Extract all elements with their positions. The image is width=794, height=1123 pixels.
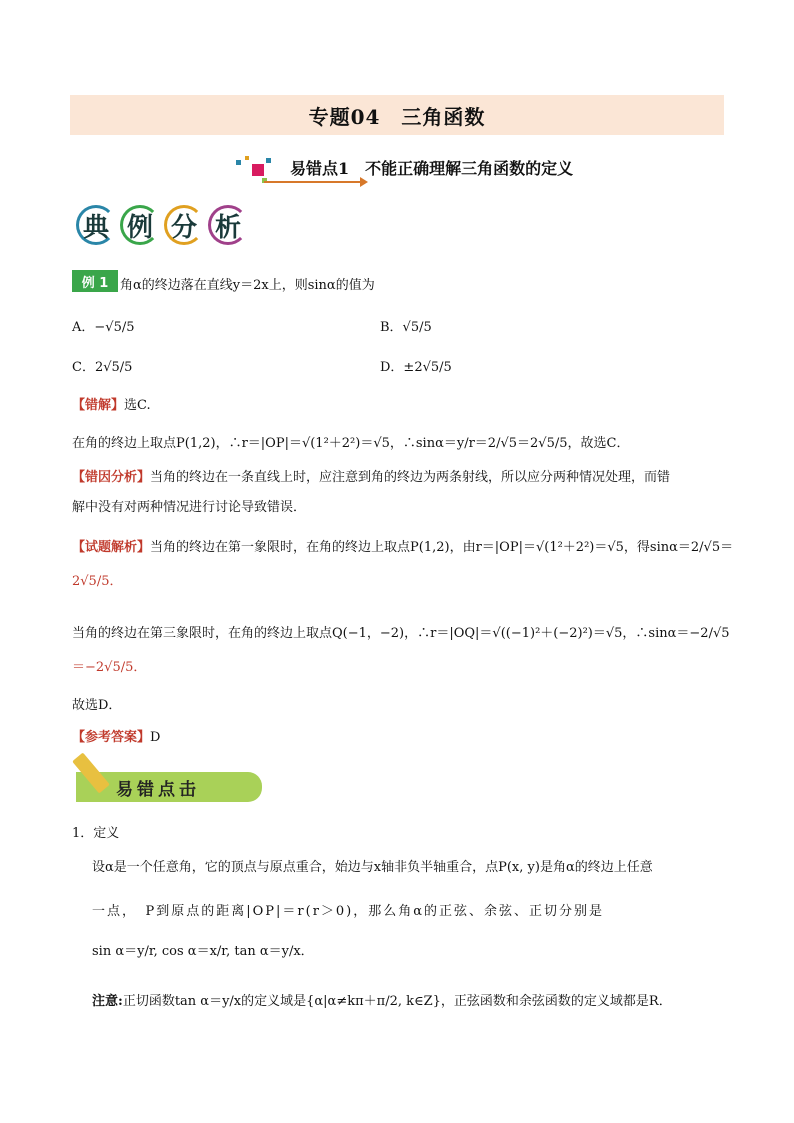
wrong-label: 【错解】 [72,398,125,413]
wrong-choice: 选C. [124,398,151,413]
answer-label: 【参考答案】 [72,730,151,745]
title-bar [70,95,724,135]
analysis-text-cont: 2√5/5． [72,574,123,589]
subheading-underline [264,181,364,183]
option-a: A．−√5/5 [72,320,135,335]
section-char: 典 [76,205,116,245]
decor-square [266,158,271,163]
question-text: 角α的终边落在直线y＝2x上，则sinα的值为 [120,278,375,293]
analysis-text-q3: 当角的终边在第三象限时，在角的终边上取点Q(−1，−2)，∴r＝|OQ|＝√((−1)²＋(−2)²)＝√5，∴sinα＝−2/√5 [72,626,730,641]
subheading: 易错点1 不能正确理解三角函数的定义 [290,159,574,178]
note-label: 注意: [92,994,123,1009]
option-c: C．2√5/5 [72,360,133,375]
definition-heading: 1．定义 [72,826,120,841]
decor-square [252,164,264,176]
option-d: D．±2√5/5 [380,360,452,375]
error-text-cont: 解中没有对两种情况进行讨论导致错误． [72,500,307,515]
analysis-text-q3-cont: ＝−2√5/5． [72,660,147,675]
section-char: 析 [208,205,248,245]
analysis-text: 当角的终边在第一象限时，在角的终边上取点P(1,2)，由r＝|OP|＝√(1²＋2²)＝√5，得sinα＝2/√5＝ [150,540,734,555]
error-label: 【错因分析】 [72,470,151,485]
definition-line: 设α是一个任意角，它的顶点与原点重合，始边与x轴非负半轴重合，点P(x, y)是角α的终边上任意 [92,860,653,875]
definition-line: 一点， P到原点的距离|OP|＝r(r＞0)，那么角α的正弦、余弦、正切分别是 [92,904,605,919]
definition-formula: sin α＝y/r, cos α＝x/r, tan α＝y/x． [92,944,314,959]
tips-banner-text: 易错点击 [116,780,200,800]
page-title: 专题04 三角函数 [308,104,486,129]
wrong-solution: 在角的终边上取点P(1,2)，∴r＝|OP|＝√(1²＋2²)＝√5，∴sinα＝y/r＝2/√5＝2√5/5，故选C． [72,436,630,451]
analysis-conclusion: 故选D． [72,698,122,713]
decor-square [245,156,249,160]
error-text: 当角的终边在一条直线上时，应注意到角的终边为两条射线，所以应分两种情况处理，而错 [150,470,671,485]
section-char: 例 [120,205,160,245]
decor-square [236,160,241,165]
analysis-label: 【试题解析】 [72,540,151,555]
example-badge: 例 1 [72,270,118,292]
note-text: 正切函数tan α＝y/x的定义域是{α|α≠kπ＋π/2, k∈Z}，正弦函数和余弦函数的定义域都是R． [122,994,672,1009]
answer-value: D [150,730,161,745]
option-b: B．√5/5 [380,320,432,335]
section-char: 分 [164,205,204,245]
